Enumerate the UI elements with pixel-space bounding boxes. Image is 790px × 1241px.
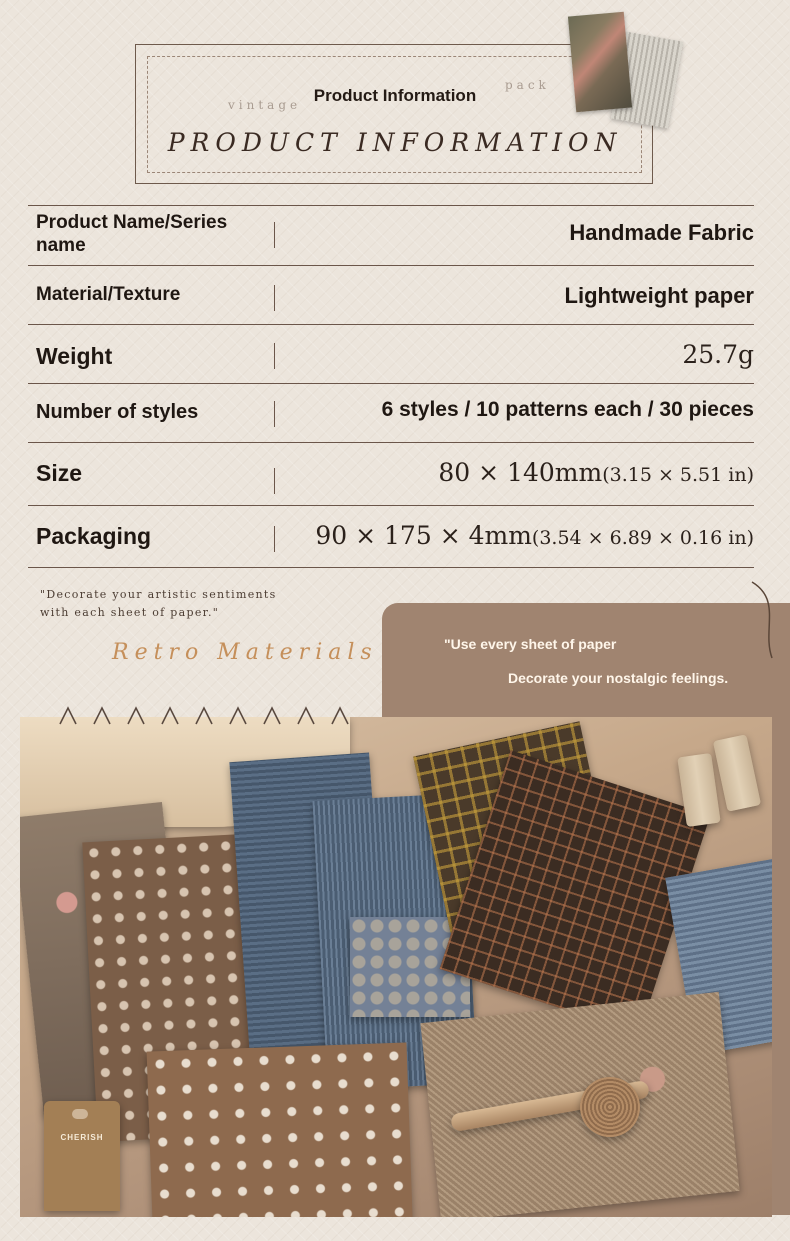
table-rule <box>28 442 754 443</box>
table-row-value-styles: 6 styles / 10 patterns each / 30 pieces <box>381 398 754 421</box>
table-divider <box>274 468 275 494</box>
table-divider <box>274 285 275 311</box>
table-row-label-styles: Number of styles <box>36 401 199 423</box>
brand-tag-label: CHERISH <box>60 1133 104 1142</box>
packaging-value-metric: 90 × 175 × 4mm <box>315 521 532 550</box>
table-divider <box>274 526 275 552</box>
spiral-binding <box>58 704 358 726</box>
table-row-value-name: Handmade Fabric <box>569 220 754 245</box>
table-row-label-name: Product Name/Series name <box>36 212 228 256</box>
page-title: PRODUCT INFORMATION <box>167 128 623 157</box>
table-divider <box>274 343 275 369</box>
embroidered-paper <box>147 1043 414 1217</box>
twine-ball <box>580 1077 640 1137</box>
table-rule <box>28 265 754 266</box>
table-row-label-packaging: Packaging <box>36 523 152 549</box>
size-value-metric: 80 × 140mm <box>438 458 603 487</box>
quote-line-1: "Decorate your artistic sentiments <box>40 588 277 601</box>
table-rule <box>28 205 754 206</box>
table-divider <box>274 401 275 427</box>
table-row-value-size <box>438 458 754 487</box>
product-photo <box>20 717 772 1217</box>
table-row-value-weight: 25.7g <box>682 340 754 369</box>
table-row-value-packaging <box>315 521 754 550</box>
size-value-imperial: (3.15 × 5.51 in) <box>602 464 754 486</box>
table-rule <box>28 505 754 506</box>
script-heading: Retro Materials <box>112 640 378 665</box>
table-rule <box>28 324 754 325</box>
table-rule <box>28 567 754 568</box>
tag-hole <box>72 1109 88 1119</box>
table-divider <box>274 222 275 248</box>
table-row-value-material: Lightweight paper <box>564 283 754 308</box>
faint-vintage-text: vintage <box>228 98 302 112</box>
quote-text <box>40 586 330 622</box>
table-row-label-size: Size <box>36 460 83 486</box>
thread-curve <box>742 580 790 660</box>
quote-line-2: with each sheet of paper." <box>40 606 220 619</box>
thread-spool <box>713 734 761 811</box>
table-row-label-weight: Weight <box>36 343 113 369</box>
panel-text-line-1: "Use every sheet of paper <box>444 636 617 652</box>
table-rule <box>28 383 754 384</box>
thumbnail-paper-floral <box>568 12 632 113</box>
packaging-value-imperial: (3.54 × 6.89 × 0.16 in) <box>531 527 754 549</box>
faint-pack-text: pack <box>505 78 550 92</box>
panel-text-line-2: Decorate your nostalgic feelings. <box>508 670 729 686</box>
table-row-label-material: Material/Texture <box>36 284 181 305</box>
title-small: Product Information <box>313 86 477 105</box>
